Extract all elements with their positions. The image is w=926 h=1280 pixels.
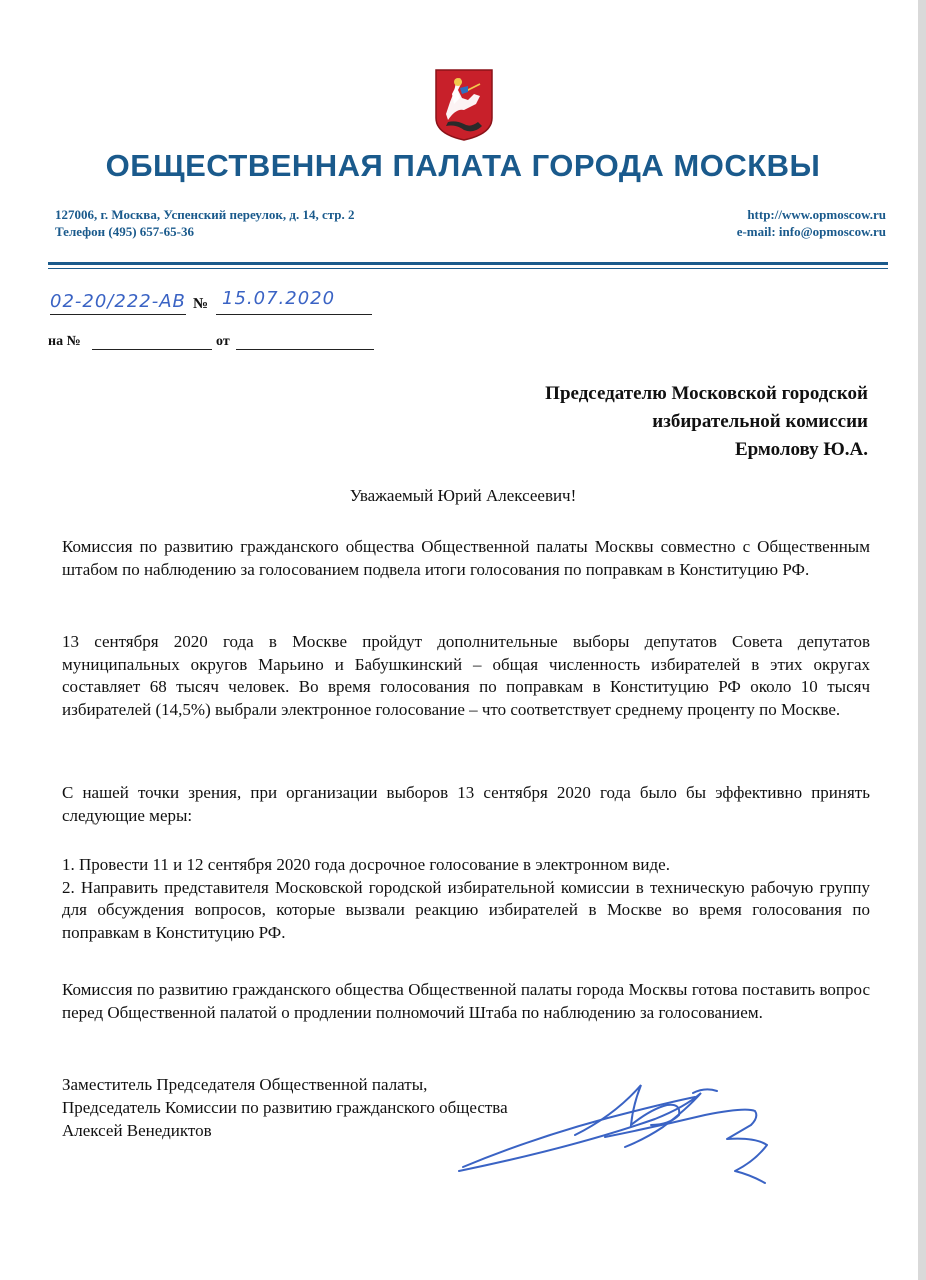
org-email: e-mail: info@opmoscow.ru	[736, 224, 886, 239]
addressee-line-1: Председателю Московской городской	[545, 383, 868, 404]
registration-number-underline	[50, 314, 186, 315]
addressee-line-3: Ермолову Ю.А.	[734, 439, 868, 460]
body-paragraph-3	[62, 782, 870, 827]
reference-number-label: на №	[48, 334, 81, 349]
header-contacts-left	[55, 206, 354, 240]
org-website: http://www.opmoscow.ru	[747, 207, 886, 222]
reference-number-blank	[92, 349, 212, 350]
registration-date: 15.07.2020	[222, 288, 336, 309]
header-contacts-right	[737, 206, 886, 240]
organization-name: ОБЩЕСТВЕННАЯ ПАЛАТА ГОРОДА МОСКВЫ	[105, 148, 821, 183]
signatory-title-1: Заместитель Председателя Общественной палаты,	[62, 1075, 428, 1094]
paragraph-text: С нашей точки зрения, при организации выборов 13 сентября 2020 года было бы эффективно принять следующие меры:	[62, 783, 870, 825]
list-item: 1. Провести 11 и 12 сентября 2020 года досрочное голосование в электронном виде.	[62, 855, 670, 874]
org-phone: Телефон (495) 657-65-36	[55, 224, 194, 239]
body-paragraph-2	[62, 631, 870, 721]
paragraph-text: Комиссия по развитию гражданского общества Общественной палаты Москвы совместно с Общественным штабом по наблюдению за голосованием подвела итоги голосования по поправкам в Конституцию РФ.	[62, 537, 870, 579]
org-address: 127006, г. Москва, Успенский переулок, д. 14, стр. 2	[55, 207, 355, 222]
body-paragraph-4	[62, 979, 870, 1024]
header-divider-thin	[48, 268, 888, 269]
reference-line	[48, 334, 378, 356]
registration-date-underline	[216, 314, 372, 315]
list-item: 2. Направить представителя Московской городской избирательной комиссии в техническую рабочую группу для обсуждения вопросов, которые вызвали реакцию избирателей в Москве во время голосования по поправкам в Конституцию РФ.	[62, 877, 870, 942]
registration-number-sign: №	[193, 296, 209, 312]
handwritten-signature	[455, 1075, 795, 1195]
paragraph-text: 13 сентября 2020 года в Москве пройдут дополнительные выборы депутатов Совета депутатов муниципальных округов Марьино и Бабушкинский – общая численность избирателей в этих округах составляет 68 тысяч человек. Во время голосования по поправкам в Конституцию РФ около 10 тысяч избирателей (14,5%) выбрали электронное голосование – что соответствует среднему проценту по Москве.	[62, 632, 870, 719]
reference-date-blank	[236, 349, 374, 350]
measures-list	[62, 854, 870, 944]
header-divider-thick	[48, 262, 888, 265]
body-paragraph-1	[62, 536, 870, 581]
registration-line	[50, 288, 380, 318]
moscow-coat-of-arms-icon	[434, 68, 494, 142]
reference-date-label: от	[216, 334, 230, 349]
registration-number: 02-20/222-АВ	[50, 291, 186, 312]
signatory-name: Алексей Венедиктов	[62, 1121, 212, 1140]
addressee-block	[545, 380, 868, 464]
salutation: Уважаемый Юрий Алексеевич!	[349, 486, 577, 505]
signatory-title-2: Председатель Комиссии по развитию гражданского общества	[62, 1098, 508, 1117]
page-edge	[918, 0, 926, 1280]
addressee-line-2: избирательной комиссии	[652, 411, 868, 432]
paragraph-text: Комиссия по развитию гражданского общества Общественной палаты города Москвы готова поставить вопрос перед Общественной палатой о продлении полномочий Штаба по наблюдению за голосованием.	[62, 980, 870, 1022]
signatory-block	[62, 1073, 508, 1142]
